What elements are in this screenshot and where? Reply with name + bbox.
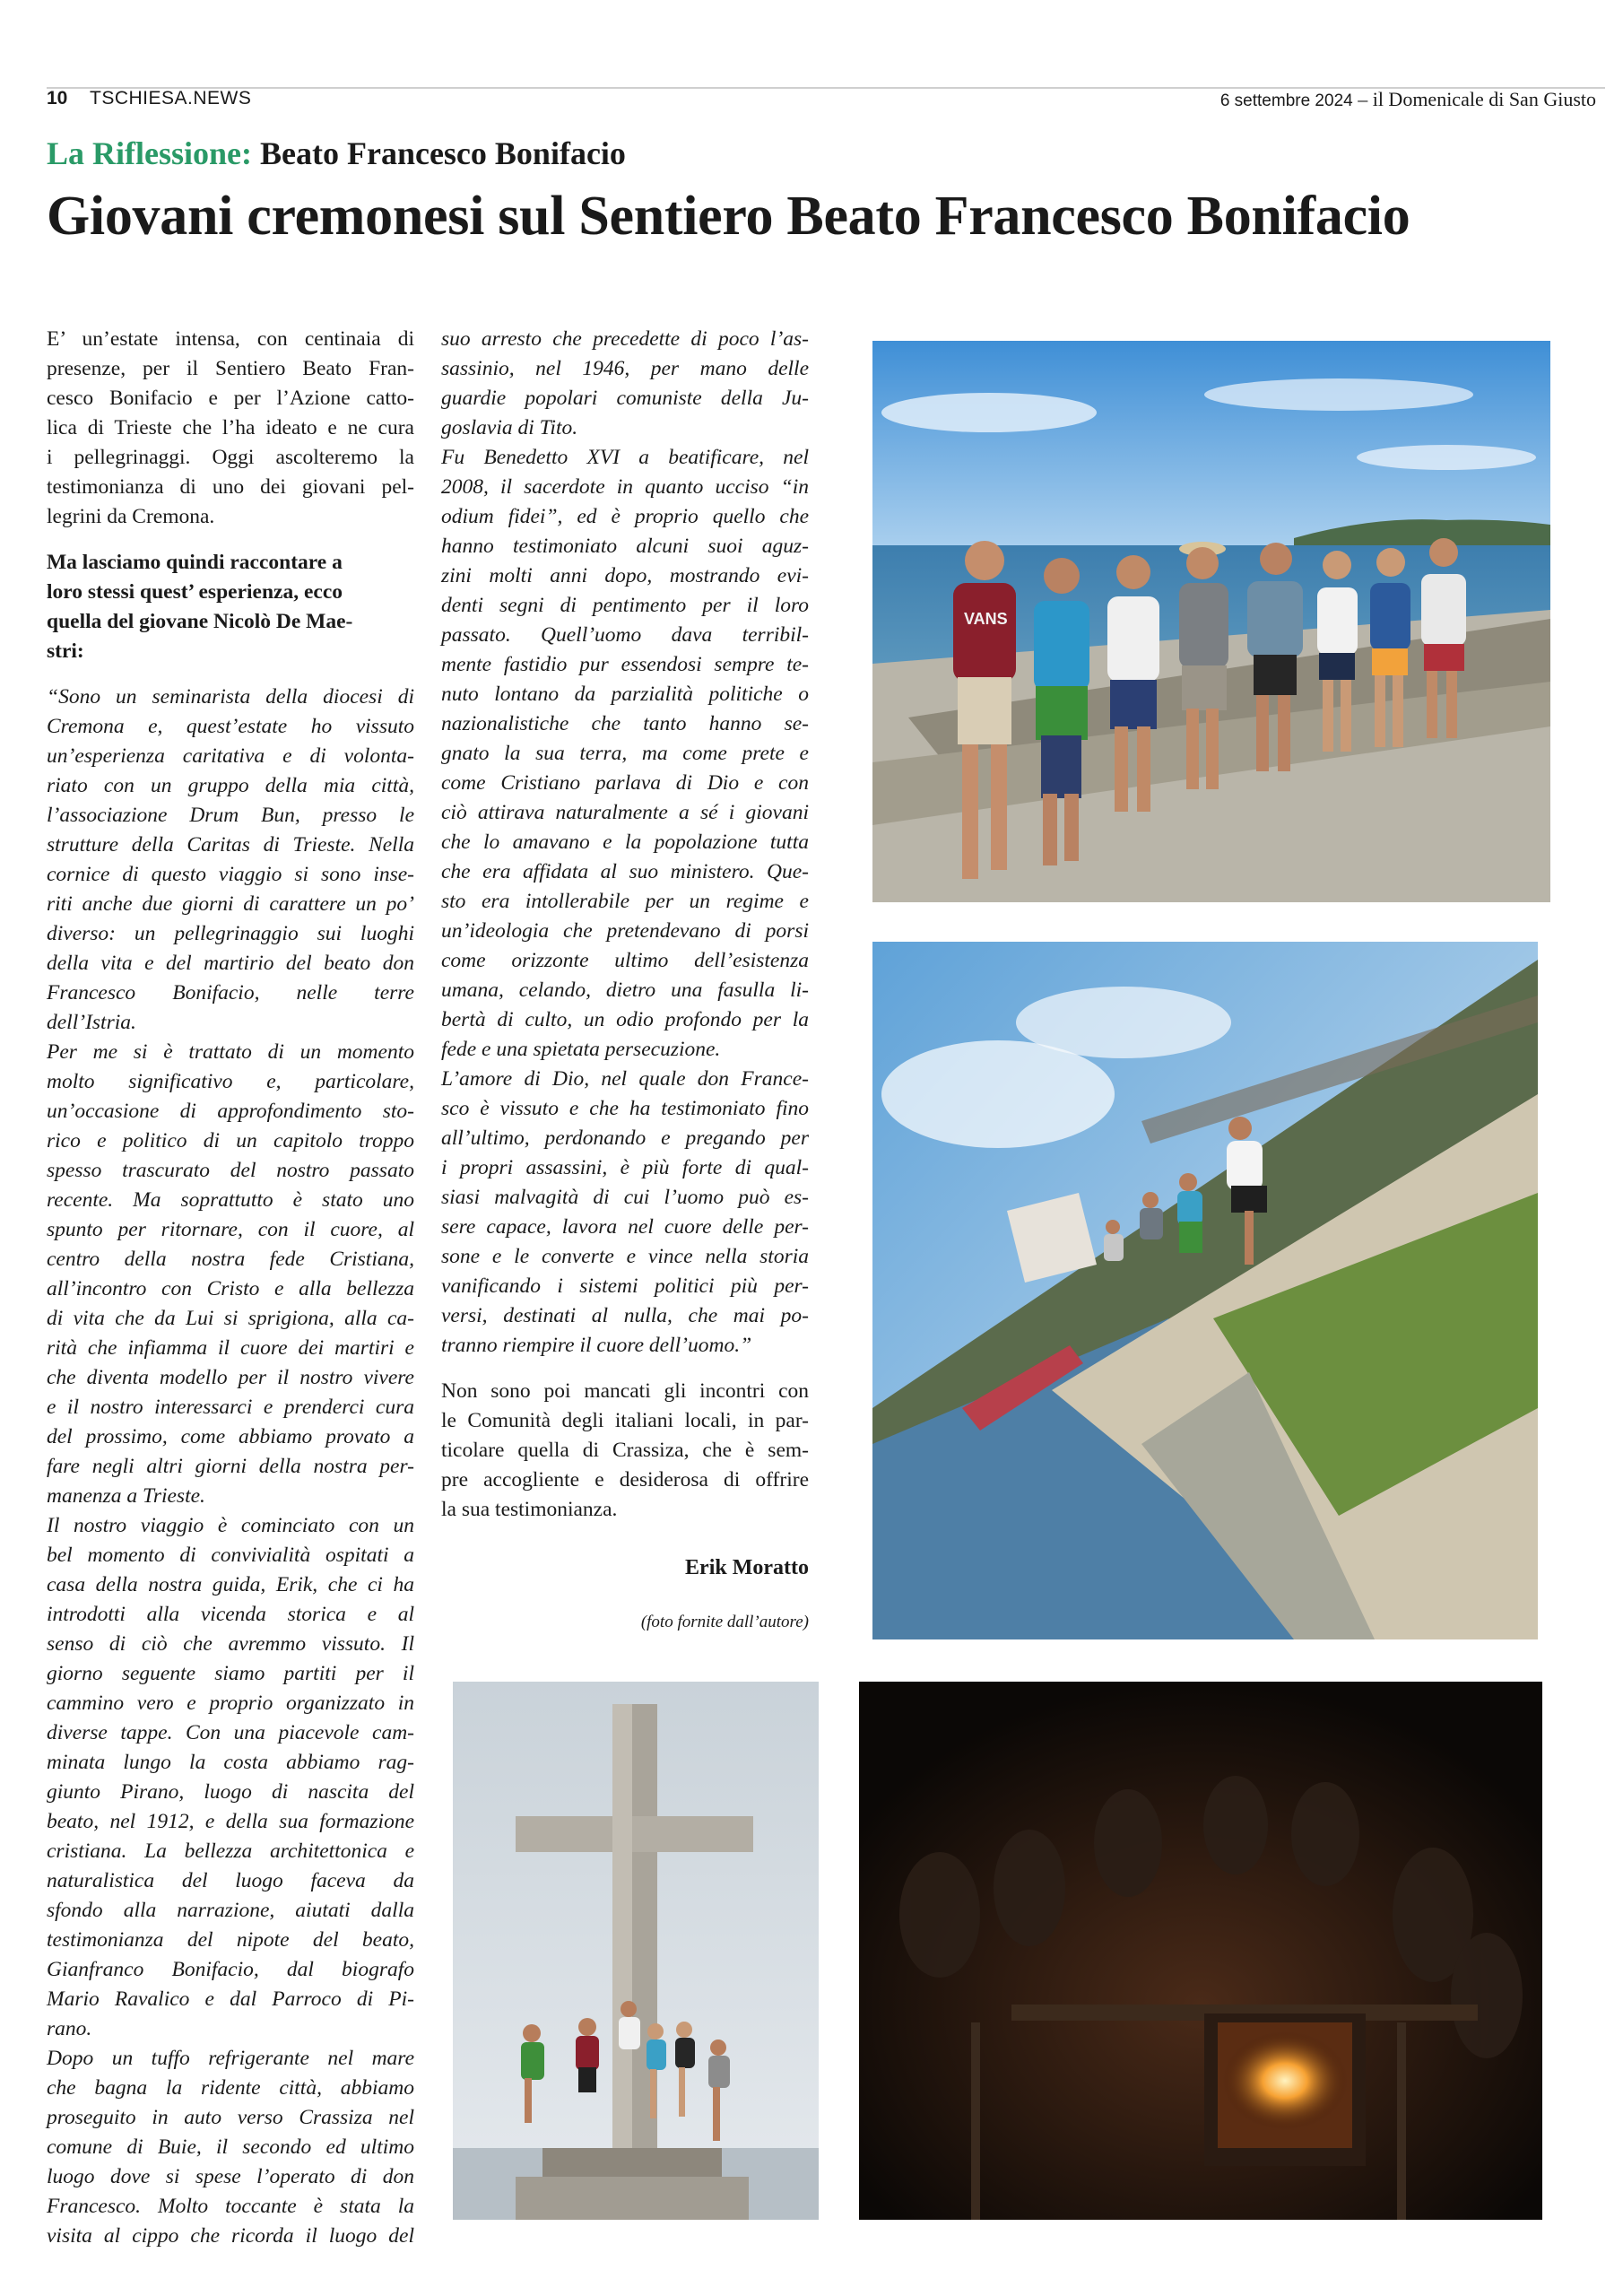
text-line: Fu Benedetto XVI a beatificare, nel — [441, 446, 809, 469]
text-line: stri: — [47, 639, 84, 663]
vans-shirt-text: VANS — [964, 610, 1008, 628]
text-line: casa della nostra guida, Erik, che ci ha — [47, 1573, 414, 1596]
text-line: che era affidata al suo ministero. Que- — [441, 860, 809, 883]
text-line: un’occasione di approfondimento sto- — [47, 1100, 414, 1123]
text-line: manenza a Trieste. — [47, 1484, 205, 1508]
text-line: sere capace, lavora nel cuore delle per- — [441, 1215, 809, 1239]
issue-separator: – — [1352, 88, 1373, 110]
text-line: tranno riempire il cuore dell’uomo.” — [441, 1334, 752, 1357]
photo-cross-monument — [453, 1682, 819, 2220]
text-line: recente. Ma soprattutto è stato uno — [47, 1188, 414, 1212]
text-line: che lo amavano e la popolazione tutta — [441, 831, 809, 854]
text-line: loro stessi quest’ esperienza, ecco — [47, 580, 343, 604]
text-line: testimonianza di uno dei giovani pel- — [47, 475, 414, 499]
text-line: i propri assassini, è più forte di qual- — [441, 1156, 809, 1179]
text-line: versi, destinati al nulla, che mai po- — [441, 1304, 809, 1327]
text-line: guardie popolari comuniste della Ju- — [441, 387, 809, 410]
text-line: nazionalistiche che tanto hanno se- — [441, 712, 809, 735]
text-line: sone e le converte e vince nella storia — [441, 1245, 809, 1268]
text-line: siasi malvagità di cui l’uomo può es- — [441, 1186, 809, 1209]
text-line: 2008, il sacerdote in quanto ucciso “in — [441, 475, 809, 499]
text-line: presenze, per il Sentiero Beato Fran- — [47, 357, 414, 380]
text-line: Mario Ravalico e dal Parroco di Pi- — [47, 1987, 414, 2011]
section-label: La Riflessione: — [47, 135, 252, 171]
text-line: i pellegrinaggi. Oggi ascolteremo la — [47, 446, 414, 469]
text-line: le Comunità degli italiani locali, in par- — [441, 1409, 809, 1432]
text-line: vanificando i sistemi politici più per- — [441, 1274, 809, 1298]
photo-night-campfire-image — [859, 1682, 1542, 2220]
text-line: riti anche due giorni di carattere un po’ — [47, 892, 414, 916]
photo-cross-monument-image — [453, 1682, 819, 2220]
photo-coastal-path-image — [872, 942, 1538, 1639]
text-line: sfondo alla narrazione, aiutati dalla — [47, 1899, 414, 1922]
text-line: sassinio, nel 1946, per mano delle — [441, 357, 809, 380]
text-line: centro della nostra fede Cristiana, — [47, 1248, 414, 1271]
text-line: umana, celando, dietro una fasulla li- — [441, 978, 809, 1002]
text-line: cesco Bonifacio e per l’Azione catto- — [47, 387, 414, 410]
text-line: fare negli altri giorni della nostra per- — [47, 1455, 414, 1478]
text-line: cammino vero e proprio organizzato in — [47, 1692, 414, 1715]
article-column-1 — [47, 325, 414, 2251]
photo-night-campfire — [859, 1682, 1542, 2220]
text-line: ciò attirava naturalmente a sé i giovani — [441, 801, 809, 824]
publication-name: il Domenicale di San Giusto — [1372, 88, 1596, 110]
text-line: gnato la sua terra, ma come prete e — [441, 742, 809, 765]
issue-date: 6 settembre 2024 — [1219, 91, 1353, 110]
text-line: diverso: un pellegrinaggio sui luoghi — [47, 922, 414, 945]
text-line: bel momento di convivialità ospitati a — [47, 1544, 414, 1567]
text-line: l’associazione Drum Bun, presso le — [47, 804, 414, 827]
text-line: naturalistica del luogo faceva da — [47, 1869, 414, 1892]
paragraph-gap — [441, 1361, 809, 1377]
text-line: suo arresto che precedette di poco l’as- — [441, 327, 809, 351]
text-line: cornice di questo viaggio si sono inse- — [47, 863, 414, 886]
page-number: 10 — [47, 88, 68, 109]
text-line: denti segni di pentimento per il loro — [441, 594, 809, 617]
text-line: Non sono poi mancati gli incontri con — [441, 1379, 809, 1403]
photo-group-seaside — [872, 341, 1550, 902]
text-line: pre accogliente e desiderosa di offrire — [441, 1468, 809, 1492]
text-line: E’ un’estate intensa, con centinaia di — [47, 327, 414, 351]
text-line: senso di ciò che avremmo vissuto. Il — [47, 1632, 414, 1656]
text-line: spunto per ritornare, con il cuore, al — [47, 1218, 414, 1241]
text-line: Francesco. Molto toccante è stata la — [47, 2195, 414, 2218]
text-line: un’esperienza caritativa e di volonta- — [47, 744, 414, 768]
text-line: giunto Pirano, luogo di nascita del — [47, 1780, 414, 1804]
issue-info — [1220, 88, 1596, 111]
site-name: TSCHIESA.NEWS — [90, 88, 252, 109]
text-line: ticolare quella di Crassiza, che è sem- — [441, 1439, 809, 1462]
text-line: come orizzonte ultimo dell’esistenza — [441, 949, 809, 972]
text-line: rità che infiamma il cuore dei martiri e — [47, 1336, 414, 1360]
text-line: all’ultimo, perdonando e pregando per — [441, 1126, 809, 1150]
text-line: goslavia di Tito. — [441, 416, 578, 439]
author-signature: Erik Moratto — [685, 1556, 809, 1579]
text-line: visita al cippo che ricorda il luogo del — [47, 2224, 414, 2248]
text-line: passato. Quell’uomo dava terribil- — [441, 623, 809, 647]
text-line: della vita e del martirio del beato don — [47, 952, 414, 975]
text-line: cristiana. La bellezza architettonica e — [47, 1839, 414, 1863]
section-kicker — [47, 135, 626, 172]
text-line: nuto lontano da parzialità politiche o — [441, 683, 809, 706]
text-line: come Cristiano parlava di Dio e con — [441, 771, 809, 795]
text-line: sto era intollerabile per un regime e — [441, 890, 809, 913]
text-line: L’amore di Dio, nel quale don France- — [441, 1067, 809, 1091]
text-line: introdotti alla vicenda storica e al — [47, 1603, 414, 1626]
text-line: Gianfranco Bonifacio, dal biografo — [47, 1958, 414, 1981]
text-line: rano. — [47, 2017, 92, 2040]
article-headline: Giovani cremonesi sul Sentiero Beato Francesco Bonifacio — [47, 186, 1410, 247]
text-line: strutture della Caritas di Trieste. Nella — [47, 833, 414, 857]
text-line: hanno testimoniato alcuni suoi aguz- — [441, 535, 809, 558]
text-line: legrini da Cremona. — [47, 505, 215, 528]
photo-group-seaside-image — [872, 341, 1550, 902]
text-line: Ma lasciamo quindi raccontare a — [47, 551, 343, 574]
text-line: giorno seguente siamo partiti per il — [47, 1662, 414, 1685]
text-line: quella del giovane Nicolò De Mae- — [47, 610, 353, 633]
text-line: “Sono un seminarista della diocesi di — [47, 685, 414, 709]
text-line: dell’Istria. — [47, 1011, 136, 1034]
section-subject: Beato Francesco Bonifacio — [260, 135, 626, 171]
text-line: lica di Trieste che l’ha ideato e ne cura — [47, 416, 414, 439]
text-line: Dopo un tuffo refrigerante nel mare — [47, 2047, 414, 2070]
text-line: comune di Buie, il secondo ed ultimo — [47, 2135, 414, 2159]
text-line: luogo dove si spese l’operato di don — [47, 2165, 414, 2188]
text-line: proseguito in auto verso Crassiza nel — [47, 2106, 414, 2129]
text-line: bertà di culto, un odio profondo per la — [441, 1008, 809, 1031]
text-line: mente fastidio pur essendosi sempre te- — [441, 653, 809, 676]
text-line: spesso trascurato del nostro passato — [47, 1159, 414, 1182]
photo-coastal-path — [872, 942, 1538, 1639]
photo-credit: (foto fornite dall’autore) — [640, 1613, 809, 1631]
text-line: di vita che da Lui si sprigiona, alla ca- — [47, 1307, 414, 1330]
text-line: e il nostro interessarci e prenderci cura — [47, 1396, 414, 1419]
text-line: Francesco Bonifacio, nelle terre — [47, 981, 414, 1004]
text-line: la sua testimonianza. — [441, 1498, 618, 1521]
text-line: un’ideologia che pretendevano di porsi — [441, 919, 809, 943]
text-line: Per me si è trattato di un momento — [47, 1040, 414, 1064]
text-line: molto significativo e, particolare, — [47, 1070, 414, 1093]
text-line: del prossimo, come abbiamo provato a — [47, 1425, 414, 1448]
paragraph-gap — [47, 666, 414, 683]
text-line: rico e politico di un capitolo troppo — [47, 1129, 414, 1152]
text-line: all’incontro con Cristo e alla bellezza — [47, 1277, 414, 1300]
text-line: testimonianza del nipote del beato, — [47, 1928, 414, 1952]
text-line: diverse tappe. Con una piacevole cam- — [47, 1721, 414, 1744]
paragraph-gap — [47, 532, 414, 548]
article-column-2 — [441, 325, 809, 1525]
text-line: riato con un gruppo della mia città, — [47, 774, 414, 797]
text-line: fede e una spietata persecuzione. — [441, 1038, 721, 1061]
text-line: odium fidei”, ed è proprio quello che — [441, 505, 809, 528]
text-line: che diventa modello per il nostro vivere — [47, 1366, 414, 1389]
text-line: minata lungo la costa abbiamo rag- — [47, 1751, 414, 1774]
text-line: zini molti anni dopo, mostrando evi- — [441, 564, 809, 587]
text-line: sco è vissuto e che ha testimoniato fino — [441, 1097, 809, 1120]
text-line: beato, nel 1912, e della sua formazione — [47, 1810, 414, 1833]
text-line: che bagna la ridente città, abbiamo — [47, 2076, 414, 2100]
text-line: Il nostro viaggio è cominciato con un — [47, 1514, 414, 1537]
text-line: Cremona e, quest’estate ho vissuto — [47, 715, 414, 738]
